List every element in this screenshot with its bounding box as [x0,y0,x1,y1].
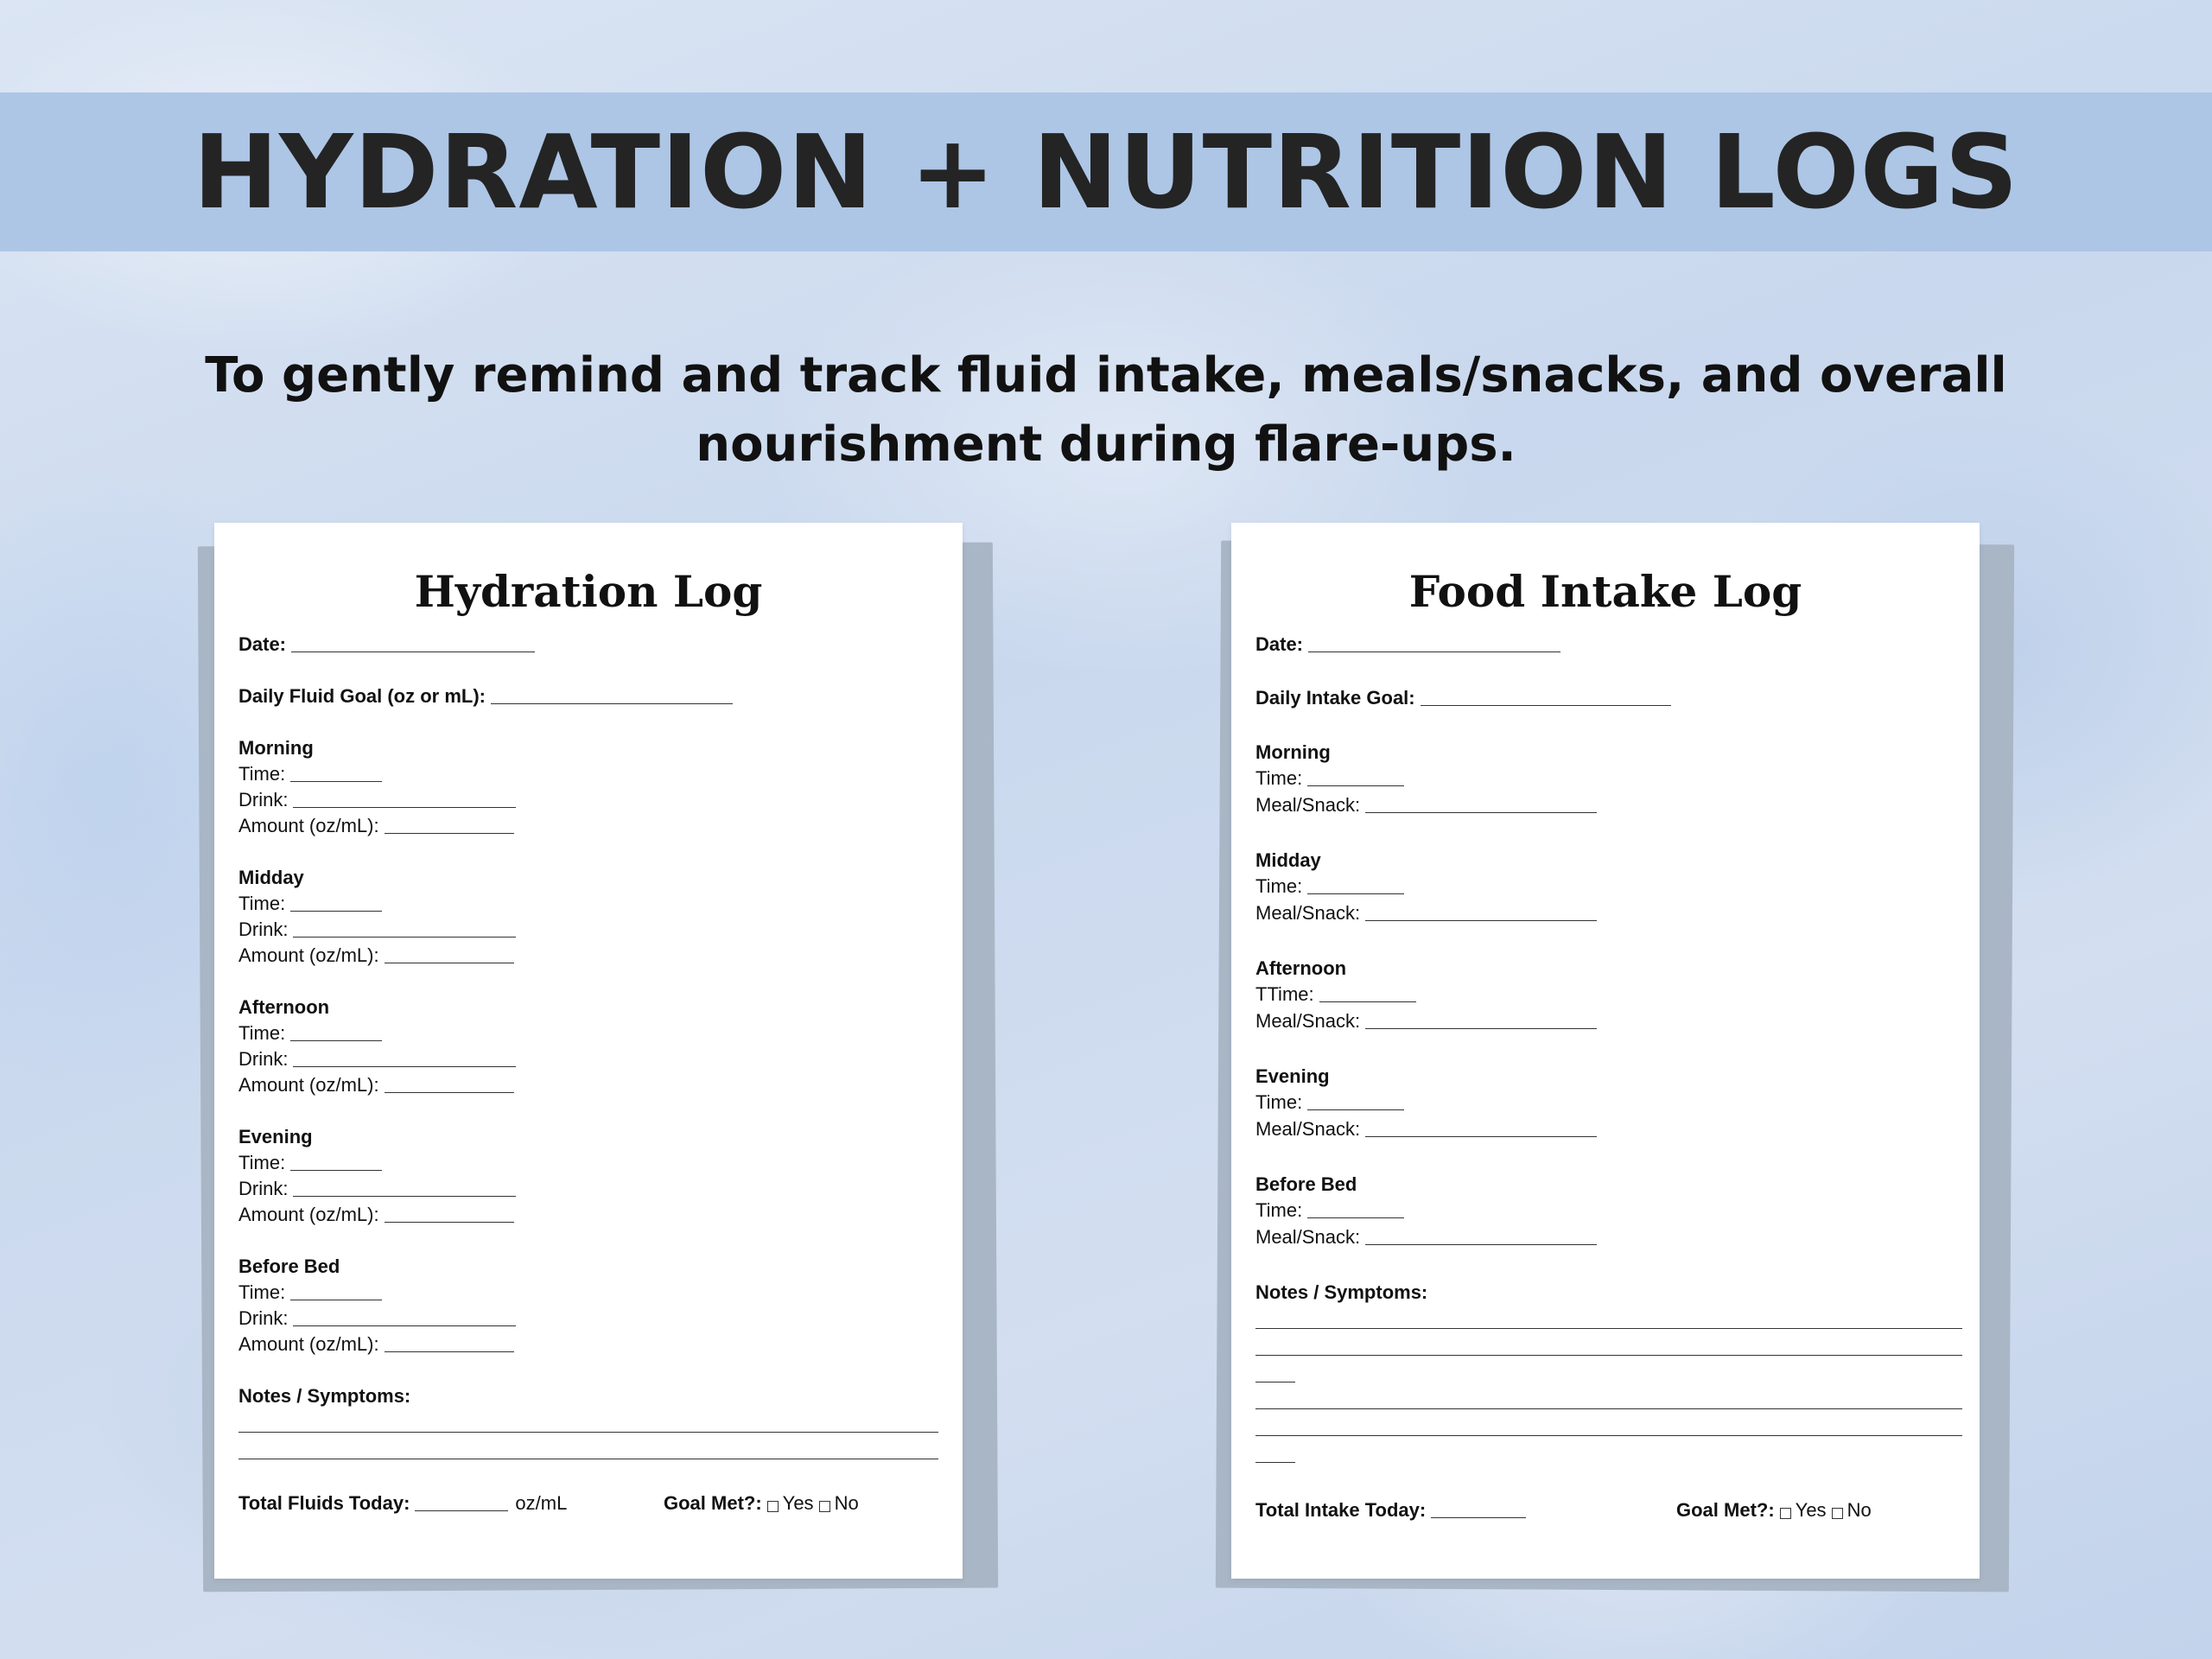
time-row [238,1022,382,1045]
notes-line[interactable] [1255,1355,1962,1356]
section-heading: Evening [1255,1065,1330,1087]
meal-label: Meal/Snack: [1255,1118,1361,1140]
amount-row [238,1204,514,1226]
page-title: HYDRATION + NUTRITION LOGS [193,112,2019,232]
amount-line[interactable] [385,1091,514,1093]
drink-label: Drink: [238,1048,289,1070]
time-label: Time: [238,1022,286,1044]
yes-label: Yes [1795,1499,1827,1521]
hydration-date-row [238,633,535,656]
notes-label: Notes / Symptoms: [238,1385,411,1407]
date-line[interactable] [291,651,535,652]
section-heading: Afternoon [238,996,330,1018]
no-label: No [834,1492,859,1514]
total-line[interactable] [415,1510,508,1511]
meal-row [1255,1226,1597,1249]
meal-label: Meal/Snack: [1255,1226,1361,1248]
section-heading: Morning [1255,741,1331,763]
time-row [1255,1199,1404,1222]
time-row [238,893,382,915]
amount-line[interactable] [385,1221,514,1223]
total-label: Total Intake Today: [1255,1499,1427,1521]
time-label: Time: [1255,1199,1303,1221]
date-line[interactable] [1308,651,1560,652]
meal-row [1255,902,1597,925]
subtitle [190,341,2022,480]
section-heading: Evening [238,1126,313,1147]
goal-label: Daily Intake Goal: [1255,687,1415,709]
goal-met-row [664,1492,859,1515]
drink-label: Drink: [238,1178,289,1199]
amount-row [238,815,514,837]
drink-row [238,1307,516,1330]
no-label: No [1847,1499,1872,1521]
amount-row [238,944,514,967]
time-row [238,1152,382,1174]
drink-line[interactable] [293,936,516,938]
notes-line[interactable] [1255,1435,1962,1436]
total-line[interactable] [1431,1516,1526,1518]
subtitle-line-1: To gently remind and track fluid intake, meals/snacks, and overall [205,347,2007,404]
amount-label: Amount (oz/mL): [238,1204,379,1225]
total-fluids-row [238,1492,567,1515]
total-unit: oz/mL [515,1492,568,1514]
subtitle-line-2: nourishment during flare-ups. [696,416,1516,473]
meal-label: Meal/Snack: [1255,794,1361,816]
notes-line[interactable] [1255,1328,1962,1329]
time-label: Time: [238,1281,286,1303]
section-heading: Afternoon [1255,957,1347,979]
notes-line[interactable] [1255,1408,1962,1409]
time-label: TTime: [1255,983,1314,1005]
meal-line[interactable] [1365,919,1597,921]
yes-checkbox[interactable] [767,1501,779,1512]
section-heading: Midday [238,867,304,888]
hydration-log-sheet [214,523,963,1579]
drink-row [238,1048,516,1071]
meal-line[interactable] [1365,1243,1597,1245]
time-line[interactable] [290,1299,382,1300]
drink-label: Drink: [238,918,289,940]
yes-checkbox[interactable] [1780,1508,1791,1519]
food-goal-row [1255,687,1671,709]
time-label: Time: [238,1152,286,1173]
total-intake-row [1255,1499,1526,1522]
time-row [1255,983,1416,1006]
amount-label: Amount (oz/mL): [238,815,379,836]
notes-line[interactable] [1255,1462,1295,1463]
time-line[interactable] [290,780,382,782]
drink-row [238,1178,516,1200]
amount-label: Amount (oz/mL): [238,1074,379,1096]
amount-label: Amount (oz/mL): [238,1333,379,1355]
time-line[interactable] [1319,1001,1416,1002]
time-line[interactable] [290,1169,382,1171]
time-line[interactable] [1307,1109,1404,1110]
time-label: Time: [1255,1091,1303,1113]
meal-line[interactable] [1365,1135,1597,1137]
goal-label: Daily Fluid Goal (oz or mL): [238,685,486,707]
time-label: Time: [1255,875,1303,897]
goal-line[interactable] [491,702,733,704]
notes-line[interactable] [238,1432,938,1433]
food-date-row [1255,633,1560,656]
food-log-title: Food Intake Log [1408,566,1802,617]
yes-label: Yes [782,1492,814,1514]
amount-row [238,1333,514,1356]
total-label: Total Fluids Today: [238,1492,410,1514]
section-heading: Morning [238,737,314,759]
goal-met-row [1676,1499,1872,1522]
meal-label: Meal/Snack: [1255,1010,1361,1032]
time-line[interactable] [290,1039,382,1041]
drink-label: Drink: [238,789,289,810]
food-intake-log-sheet [1231,523,1980,1579]
drink-line[interactable] [293,1195,516,1197]
amount-line[interactable] [385,962,514,963]
time-line[interactable] [1307,785,1404,786]
drink-label: Drink: [238,1307,289,1329]
drink-row [238,789,516,811]
no-checkbox[interactable] [1832,1508,1843,1519]
goal-met-label: Goal Met?: [664,1492,762,1514]
time-row [238,763,382,785]
time-row [1255,1091,1404,1114]
drink-line[interactable] [293,1065,516,1067]
time-label: Time: [238,763,286,785]
hydration-log-title: Hydration Log [414,566,763,617]
hydration-goal-row [238,685,733,708]
date-label: Date: [1255,633,1304,655]
goal-line[interactable] [1421,704,1671,706]
time-line[interactable] [1307,1217,1404,1218]
meal-row [1255,794,1597,817]
section-heading: Before Bed [1255,1173,1357,1195]
meal-line[interactable] [1365,811,1597,813]
meal-line[interactable] [1365,1027,1597,1029]
time-line[interactable] [1307,893,1404,894]
time-row [1255,875,1404,898]
time-row [1255,767,1404,790]
time-label: Time: [1255,767,1303,789]
drink-line[interactable] [293,1325,516,1326]
amount-line[interactable] [385,1351,514,1352]
meal-row [1255,1010,1597,1033]
amount-line[interactable] [385,832,514,834]
drink-line[interactable] [293,806,516,808]
date-label: Date: [238,633,287,655]
time-label: Time: [238,893,286,914]
amount-label: Amount (oz/mL): [238,944,379,966]
time-line[interactable] [290,910,382,912]
no-checkbox[interactable] [819,1501,830,1512]
notes-label: Notes / Symptoms: [1255,1281,1428,1303]
goal-met-label: Goal Met?: [1676,1499,1775,1521]
title-banner [0,92,2212,251]
amount-row [238,1074,514,1096]
section-heading: Midday [1255,849,1321,871]
time-row [238,1281,382,1304]
meal-label: Meal/Snack: [1255,902,1361,924]
meal-row [1255,1118,1597,1141]
drink-row [238,918,516,941]
section-heading: Before Bed [238,1255,340,1277]
